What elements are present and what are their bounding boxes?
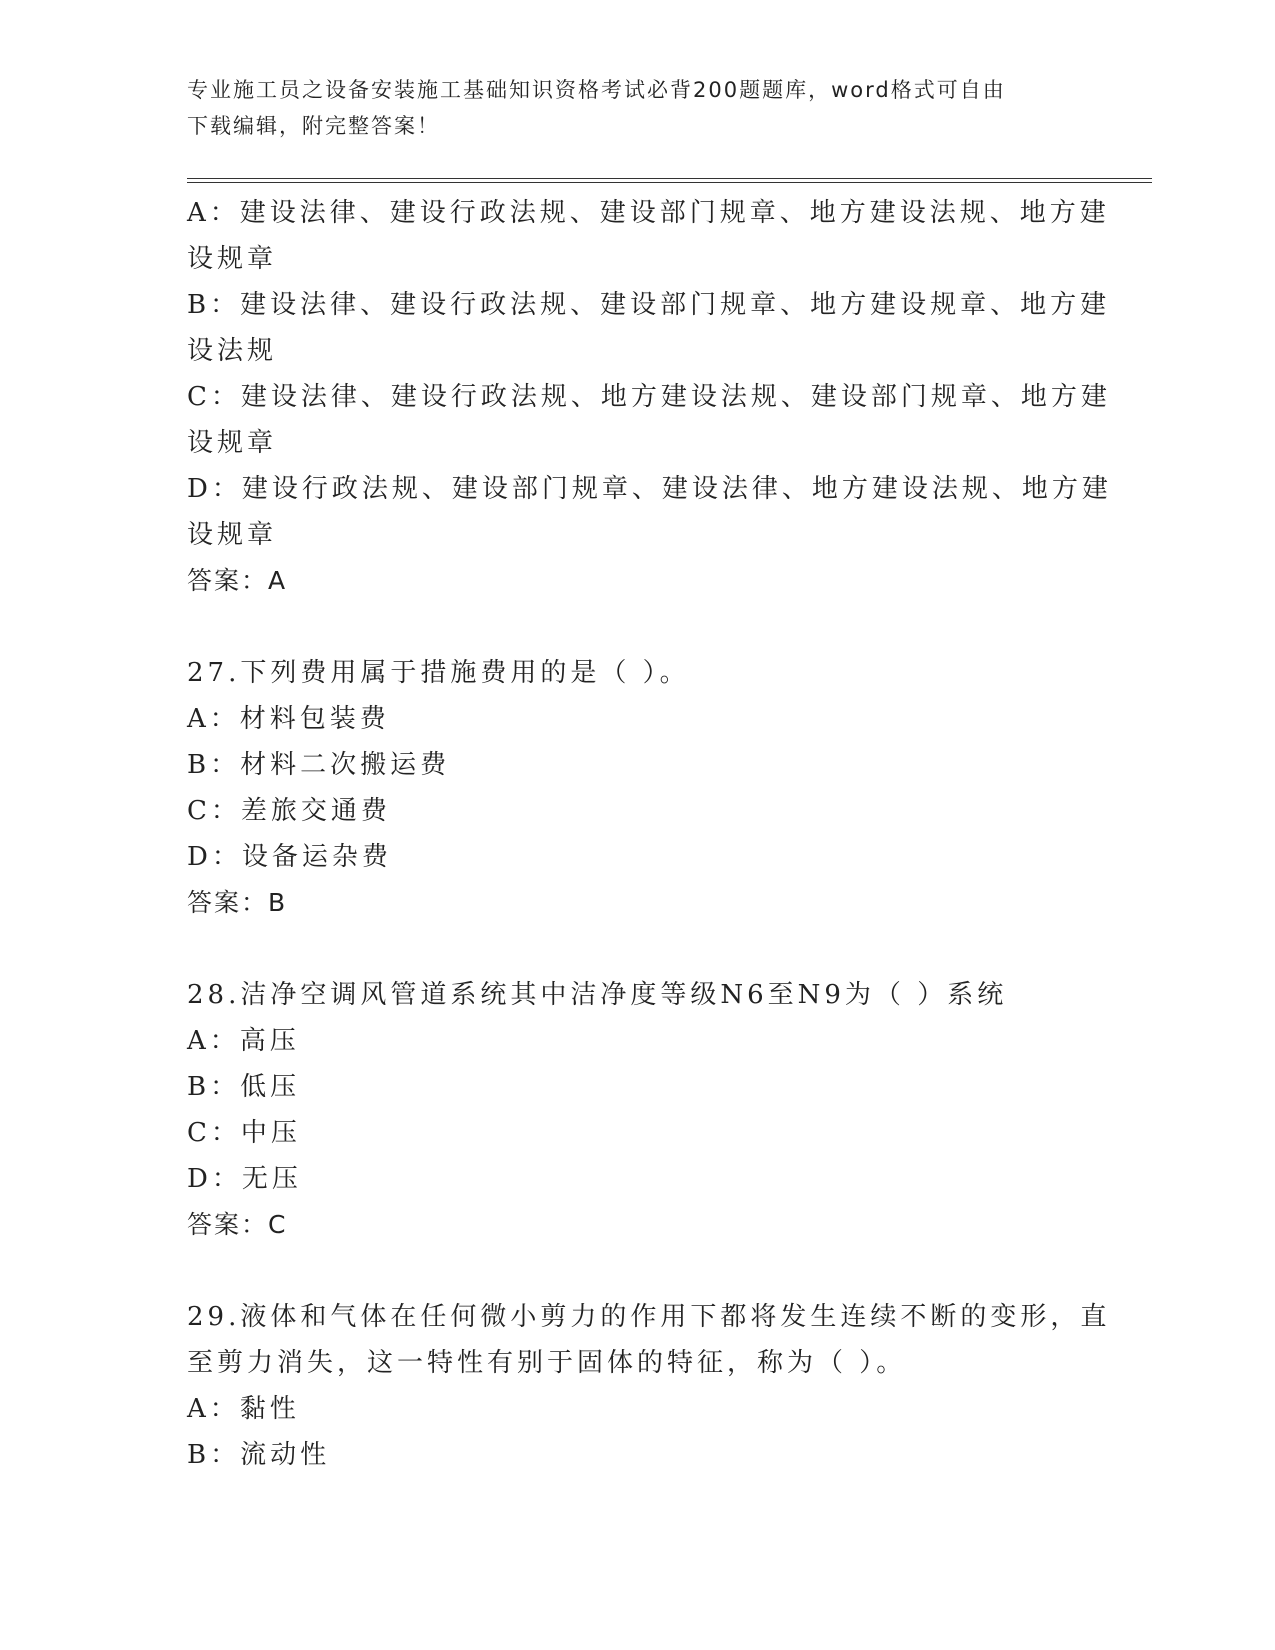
option-b [187, 282, 1111, 374]
option-b: B：流动性 [187, 1440, 331, 1470]
header-line-1: 专业施工员之设备安装施工基础知识资格考试必背200题题库，word格式可自由 [187, 78, 1006, 102]
option-d [187, 466, 1112, 558]
question-29 [187, 1294, 1111, 1478]
question-27 [187, 650, 1077, 926]
option-text: D：建设行政法规、建设部门规章、建设法律、地方建设法规、地方建 [187, 474, 1112, 504]
header-rule-top [187, 178, 1152, 179]
option-text: C：建设法律、建设行政法规、地方建设法规、建设部门规章、地方建 [187, 382, 1111, 412]
option-c [187, 374, 1111, 466]
header-line-2: 下载编辑，附完整答案！ [187, 114, 440, 138]
question-text: 29.液体和气体在任何微小剪力的作用下都将发生连续不断的变形，直 [187, 1302, 1111, 1332]
spacer [187, 1248, 1077, 1294]
spacer [187, 604, 1077, 650]
question-26-partial [187, 190, 1112, 604]
option-b: B：材料二次搬运费 [187, 750, 451, 780]
question-list [187, 190, 1112, 1478]
option-text-continued: 设规章 [187, 520, 278, 550]
spacer [187, 926, 1077, 972]
option-c: C：差旅交通费 [187, 796, 391, 826]
option-d: D：无压 [187, 1164, 302, 1194]
option-c: C：中压 [187, 1118, 301, 1148]
document-header [187, 72, 1067, 144]
option-a: A：黏性 [187, 1394, 300, 1424]
option-d: D：设备运杂费 [187, 842, 392, 872]
question-text: 27.下列费用属于措施费用的是（ ）。 [187, 658, 690, 688]
question-text: 28.洁净空调风管道系统其中洁净度等级N6至N9为（ ）系统 [187, 980, 1008, 1010]
option-text-continued: 设法规 [187, 336, 278, 366]
option-text: B：建设法律、建设行政法规、建设部门规章、地方建设规章、地方建 [187, 290, 1111, 320]
option-text: A：建设法律、建设行政法规、建设部门规章、地方建设法规、地方建 [187, 198, 1110, 228]
header-rule-bottom [187, 182, 1152, 183]
option-b: B：低压 [187, 1072, 301, 1102]
answer-line: 答案：C [187, 1210, 288, 1239]
option-a: A：材料包装费 [187, 704, 390, 734]
option-text-continued: 设规章 [187, 244, 278, 274]
question-28 [187, 972, 1077, 1248]
option-text-continued: 设规章 [187, 428, 278, 458]
option-a: A：高压 [187, 1026, 300, 1056]
question-text-continued: 至剪力消失，这一特性有别于固体的特征，称为（ ）。 [187, 1348, 907, 1378]
answer-line: 答案：A [187, 566, 288, 595]
answer-line: 答案：B [187, 888, 288, 917]
option-a [187, 190, 1110, 282]
